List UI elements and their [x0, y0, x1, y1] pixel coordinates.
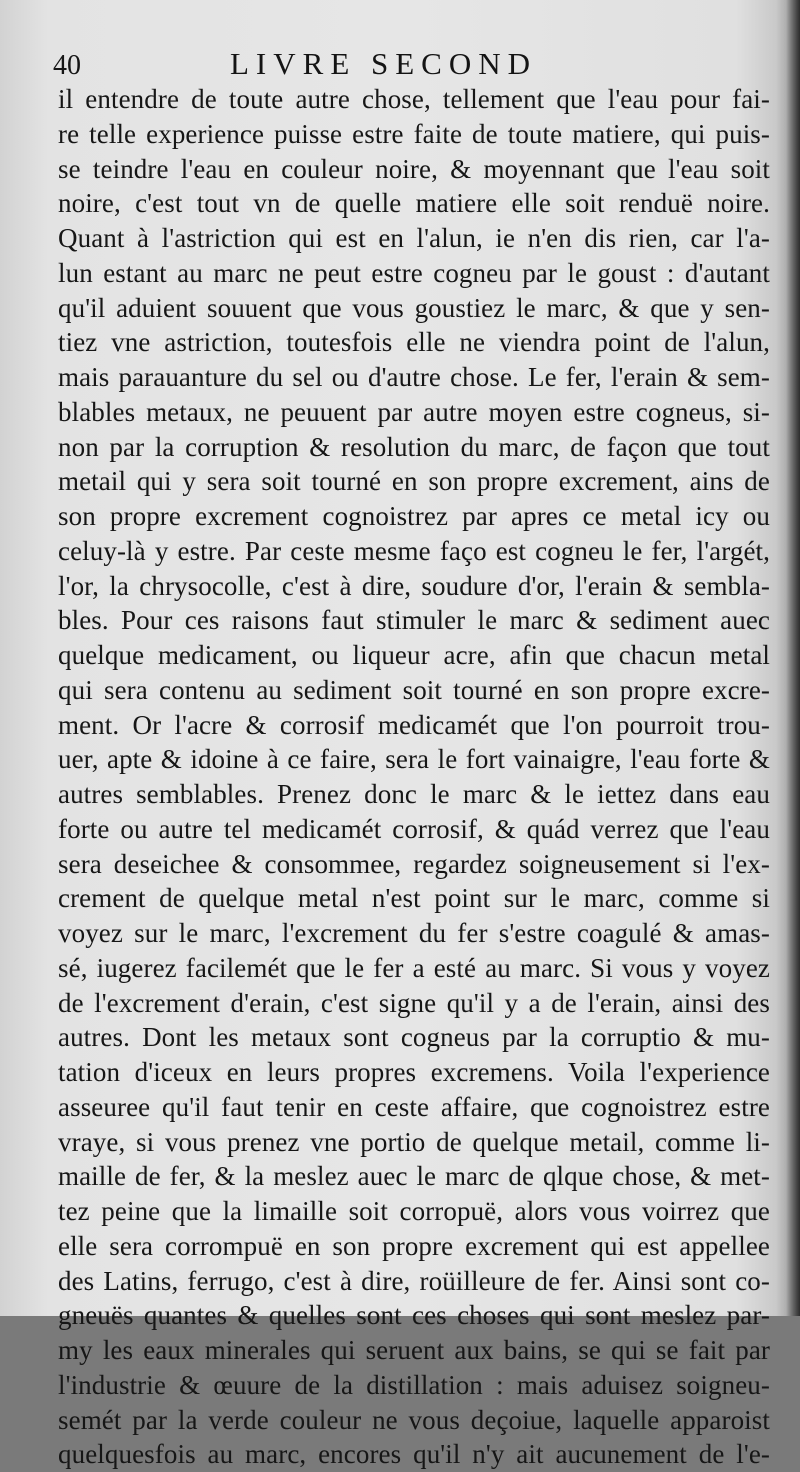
text-line: autres. Dont les metaux sont cogneus par la corruptio & mu-	[58, 1022, 770, 1053]
page-number: 40	[53, 50, 81, 81]
text-line: lun estant au marc ne peut estre cogneu par le goust : d'autant	[58, 257, 770, 288]
page-gutter-shadow	[786, 0, 800, 1316]
text-line: quelque medicament, ou liqueur acre, afin que chacun metal	[58, 640, 770, 670]
text-line: Quant à l'astriction qui est en l'alun, ie n'en dis rien, car l'a-	[58, 223, 770, 253]
text-line: bles. Pour ces raisons faut stimuler le marc & sediment auec	[58, 605, 770, 636]
text-line: ment. Or l'acre & corrosif medicamét que l'on pourroit trou-	[58, 709, 770, 740]
text-line: autres semblables. Prenez donc le marc & le iettez dans eau	[58, 779, 770, 809]
text-line: qu'il aduient souuent que vous goustiez le marc, & que y sen-	[58, 292, 770, 323]
text-line: sera deseichee & consommee, regardez soigneusement si l'ex-	[58, 848, 770, 879]
text-line: se teindre l'eau en couleur noire, & moyennant que l'eau soit	[58, 153, 770, 184]
text-line: celuy-là y estre. Par ceste mesme faço est cogneu le fer, l'argét,	[58, 535, 770, 566]
text-line: l'or, la chrysocolle, c'est à dire, soudure d'or, l'erain & sembla-	[58, 570, 770, 601]
text-line: elle sera corrompuë en son propre excrement qui est appellee	[58, 1230, 770, 1261]
text-line: vraye, si vous prenez vne portio de quelque metail, comme li-	[58, 1126, 770, 1157]
text-line: gneuës quantes & quelles sont ces choses qui sont meslez par-	[58, 1300, 770, 1331]
page-header	[50, 40, 750, 80]
text-line: des Latins, ferrugo, c'est à dire, roüilleure de fer. Ainsi sont co-	[58, 1265, 770, 1296]
text-line: re telle experience puisse estre faite de toute matiere, qui puis-	[58, 118, 770, 149]
text-line: blables metaux, ne peuuent par autre moyen estre cogneus, si-	[58, 396, 770, 427]
text-line: tez peine que la limaille soit corropuë, alors vous voirrez que	[58, 1196, 770, 1226]
text-line: non par la corruption & resolution du marc, de façon que tout	[58, 431, 770, 462]
body-text	[58, 82, 770, 1472]
text-line: forte ou autre tel medicamét corrosif, & quád verrez que l'eau	[58, 813, 770, 844]
text-line: tiez vne astriction, toutesfois elle ne viendra point de l'alun,	[58, 327, 770, 358]
text-line: noire, c'est tout vn de quelle matiere elle soit renduë noire.	[58, 188, 770, 219]
text-line: quelquesfois au marc, encores qu'il n'y ait aucunement de l'e-	[58, 1439, 770, 1470]
text-line: sé, iugerez facilemét que le fer a esté au marc. Si vous y voyez	[58, 952, 770, 983]
text-line: crement de quelque metal n'est point sur le marc, comme si	[58, 883, 770, 914]
text-line: my les eaux minerales qui seruent aux bains, se qui se fait par	[58, 1335, 770, 1365]
text-line: metail qui y sera soit tourné en son propre excrement, ains de	[58, 466, 770, 497]
text-line: il entendre de toute autre chose, tellement que l'eau pour fai-	[58, 84, 770, 114]
text-line: asseuree qu'il faut tenir en ceste affaire, que cognoistrez estre	[58, 1091, 770, 1122]
text-line: de l'excrement d'erain, c'est signe qu'il y a de l'erain, ainsi des	[58, 987, 770, 1018]
running-head: LIVRE SECOND	[230, 46, 538, 81]
text-line: qui sera contenu au sediment soit tourné en son propre excre-	[58, 674, 770, 705]
text-line: mais parauanture du sel ou d'autre chose. Le fer, l'erain & sem-	[58, 362, 770, 392]
text-line: semét par la verde couleur ne vous deçoiue, laquelle apparoist	[58, 1404, 770, 1435]
text-line: uer, apte & idoine à ce faire, sera le fort vainaigre, l'eau forte &	[58, 744, 770, 775]
text-line: maille de fer, & la meslez auec le marc de qlque chose, & met-	[58, 1161, 770, 1192]
text-line: l'industrie & œuure de la distillation : mais aduisez soigneu-	[58, 1369, 770, 1400]
text-line: son propre excrement cognoistrez par apres ce metal icy ou	[58, 501, 770, 531]
text-line: voyez sur le marc, l'excrement du fer s'estre coagulé & amas-	[58, 918, 770, 948]
text-line: tation d'iceux en leurs propres excremens. Voila l'experience	[58, 1057, 770, 1087]
